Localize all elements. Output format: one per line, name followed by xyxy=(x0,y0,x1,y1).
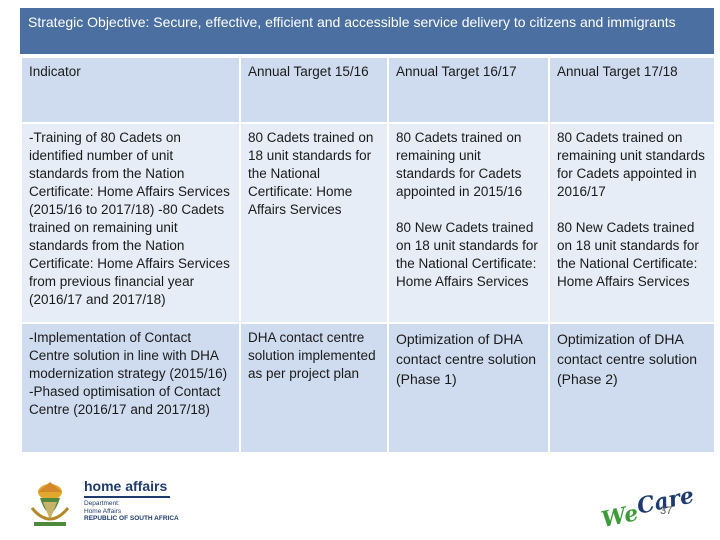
column-header: Indicator xyxy=(21,57,240,123)
target-cell: 80 Cadets trained on 18 unit standards for the National Certificate: Home Affairs Services xyxy=(240,123,388,323)
country-name: REPUBLIC OF SOUTH AFRICA xyxy=(84,515,179,522)
table-row xyxy=(21,123,715,323)
dept-label: Department: xyxy=(84,500,120,507)
indicator-cell: -Implementation of Contact Centre solution in line with DHA modernization strategy (2015/16) -Phased optimisation of Contact Centre (2016/17 and 2017/18) xyxy=(21,323,240,453)
target-text: 80 New Cadets trained on 18 unit standards for the National Certificate: Home Affairs Services xyxy=(557,220,699,289)
targets-table xyxy=(20,56,716,454)
target-cell: Optimization of DHA contact centre solution (Phase 1) xyxy=(388,323,549,453)
column-header: Annual Target 15/16 xyxy=(240,57,388,123)
page-number: 37 xyxy=(660,505,673,517)
indicator-cell: -Training of 80 Cadets on identified number of unit standards from the Nation Certificate: Home Affairs Services (2015/16 to 2017/18) -80 Cadets trained on remaining unit standards from the Nation Certificate: Home Affairs Services from previous financial year (2016/17 and 2017/18) xyxy=(21,123,240,323)
table-header-row xyxy=(21,57,715,123)
strategic-objective-title: Strategic Objective: Secure, effective, efficient and accessible service delivery to citizens and immigrants xyxy=(28,14,676,30)
brand-name: home affairs xyxy=(84,478,168,494)
dept-name: Home Affairs xyxy=(84,507,122,515)
target-cell xyxy=(549,123,715,323)
strategic-objective-header xyxy=(20,8,714,54)
target-cell: DHA contact centre solution implemented as per project plan xyxy=(240,323,388,453)
target-text: 80 Cadets trained on remaining unit standards for Cadets appointed in 2015/16 xyxy=(396,130,523,199)
target-cell xyxy=(388,123,549,323)
table-row xyxy=(21,323,715,453)
target-text: 80 New Cadets trained on 18 unit standards for the National Certificate: Home Affairs Services xyxy=(396,220,538,289)
svg-text:Care!: Care! xyxy=(634,480,696,520)
target-text: 80 Cadets trained on remaining unit standards for Cadets appointed in 2016/17 xyxy=(557,130,705,199)
column-header: Annual Target 16/17 xyxy=(388,57,549,123)
home-affairs-logo xyxy=(84,478,179,523)
coat-of-arms-logo xyxy=(24,478,76,535)
column-header: Annual Target 17/18 xyxy=(549,57,715,123)
svg-text:We: We xyxy=(599,499,641,528)
we-care-logo xyxy=(596,468,696,533)
target-cell: Optimization of DHA contact centre solution (Phase 2) xyxy=(549,323,715,453)
